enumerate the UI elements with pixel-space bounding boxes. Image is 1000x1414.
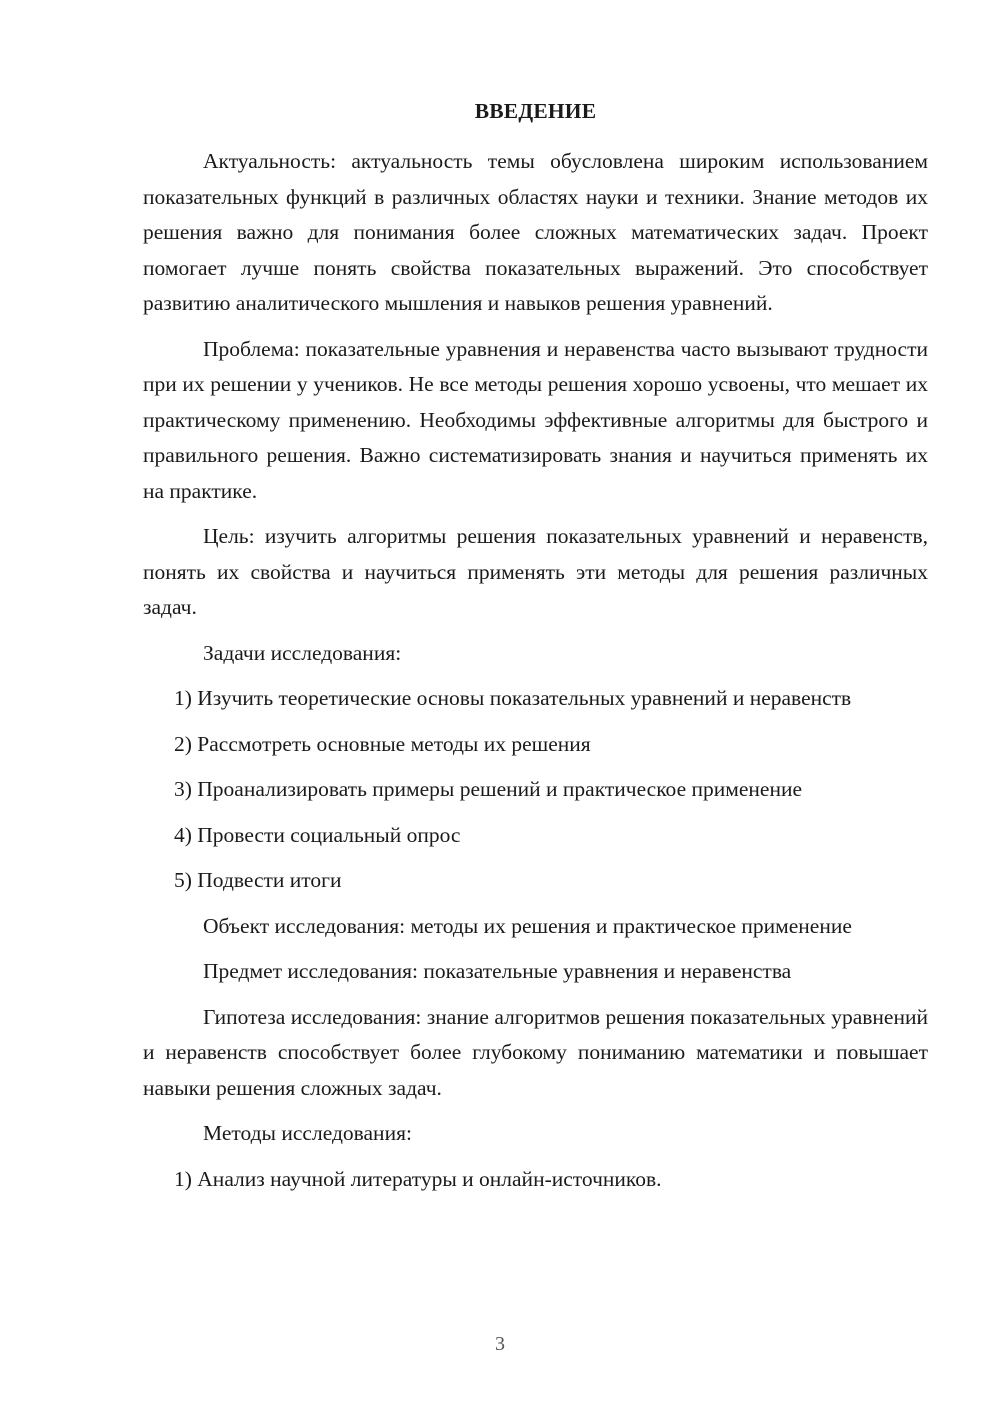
subject-paragraph: Предмет исследования: показательные уравнения и неравенства bbox=[203, 959, 792, 983]
problem-paragraph: Проблема: показательные уравнения и неравенства часто вызывают трудности при их решении у учеников. Не все методы решения хорошо усвоены, что мешает их практическому применению. Необходимы эффективные алгоритмы для быстрого и правильного решения. Важно систематизировать знания и научиться применять их на практике. bbox=[143, 336, 928, 503]
page-number: 3 bbox=[495, 1333, 505, 1355]
tasks-heading: Задачи исследования: bbox=[203, 640, 402, 665]
goal-paragraph: Цель: изучить алгоритмы решения показательных уравнений и неравенств, понять их свойства и научиться применять эти методы для решения различных задач. bbox=[143, 524, 928, 619]
document-page bbox=[143, 96, 928, 1207]
task-item: 3) Проанализировать примеры решений и практическое применение bbox=[174, 777, 802, 801]
task-item: 5) Подвести итоги bbox=[174, 868, 342, 892]
task-item: 1) Изучить теоретические основы показательных уравнений и неравенств bbox=[174, 686, 852, 710]
page-title: ВВЕДЕНИЕ bbox=[474, 99, 597, 123]
task-item: 4) Провести социальный опрос bbox=[174, 822, 461, 847]
task-item: 2) Рассмотреть основные методы их решения bbox=[174, 731, 591, 756]
relevance-paragraph: Актуальность: актуальность темы обусловлена широким использованием показательных функций в различных областях науки и техники. Знание методов их решения важно для понимания более сложных математических задач. Проект помогает лучше понять свойства показательных выражений. Это способствует развитию аналитического мышления и навыков решения уравнений. bbox=[143, 149, 928, 315]
methods-heading: Методы исследования: bbox=[203, 1121, 412, 1145]
object-paragraph: Объект исследования: методы их решения и практическое применение bbox=[203, 913, 852, 938]
method-item: 1) Анализ научной литературы и онлайн-источников. bbox=[174, 1166, 662, 1191]
hypothesis-paragraph: Гипотеза исследования: знание алгоритмов решения показательных уравнений и неравенств способствует более глубокому пониманию математики и повышает навыки решения сложных задач. bbox=[143, 1004, 928, 1100]
